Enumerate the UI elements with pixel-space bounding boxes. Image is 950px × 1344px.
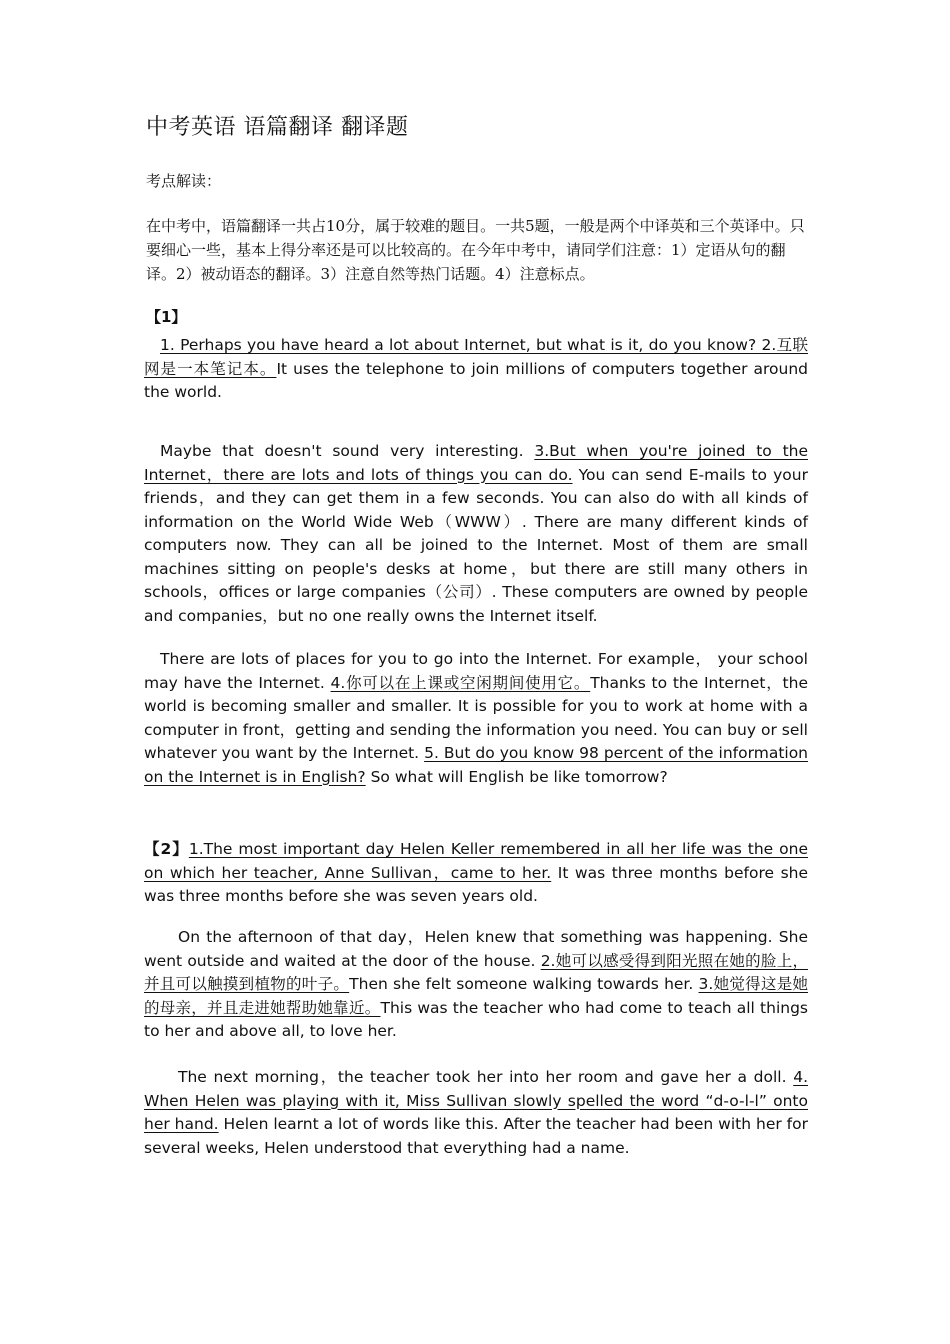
section-2-paragraph-2 — [144, 926, 808, 1044]
paragraph-text: Thanks to the Internet，the world is becoming smaller and smaller. It is possible for you to work at home with a computer in front，getting and sending the information you need. You can buy or sell whatever you want by the Internet. — [144, 673, 808, 762]
translation-item-1-2: 1. Perhaps you have heard a lot about Internet, but what is it, do you know? 2.互联网是一本笔记本。 — [144, 336, 808, 378]
paragraph-text: Maybe that doesn't sound very interesting. — [160, 442, 535, 460]
intro-paragraph: 在中考中，语篇翻译一共占10分，属于较难的题目。一共5题，一般是两个中译英和三个英译中。只要细心一些，基本上得分率还是可以比较高的。在今年中考中，请同学们注意：1）定语从句的翻译。2）被动语态的翻译。3）注意自然等热门话题。4）注意标点。 — [146, 217, 805, 283]
paragraph-text: So what will English be like tomorrow? — [365, 767, 668, 786]
paragraph-text: Helen learnt a lot of words like this. After the teacher had been with her for several weeks, Helen understood that everything had a name. — [144, 1115, 808, 1157]
paragraph-text: Then she felt someone walking towards her. — [349, 975, 699, 993]
translation-item-3: 3.But when you're joined to the Internet，there are lots and lots of things you can do. — [144, 442, 809, 484]
section-2-paragraph-1 — [144, 838, 808, 909]
section-subheading: 考点解读： — [146, 172, 222, 190]
section-1-paragraph-3 — [144, 648, 808, 789]
paragraph-text: It was three months before she was three months before she was seven years old. — [144, 863, 808, 905]
page-title: 中考英语 语篇翻译 翻译题 — [146, 115, 409, 140]
translation-item-3: 3.她觉得这是她的母亲，并且走进她帮助她靠近。 — [144, 975, 809, 1017]
translation-item-4: 4.你可以在上课或空闲期间使用它。 — [330, 673, 591, 692]
section-1-label: 【1】 — [146, 308, 187, 326]
paragraph-text: You can send E-mails to your friends，and they can get them in a few seconds. You can also do with all kinds of information on the World Wide Web（WWW）. There are many different kinds of computers now. They can all be joined to the Internet. Most of them are small machines sitting on people's desks at home，but there are still many others in schools，offices or large companies（公司）. These computers are owned by people and companies，but no one really owns the Internet itself. — [144, 465, 808, 625]
paragraph-text: There are lots of places for you to go into the Internet. For example， your school may have the Internet. — [144, 650, 808, 692]
translation-item-4: 4. When Helen was playing with it, Miss Sullivan slowly spelled the word “d-o-l-l” onto her hand. — [144, 1068, 808, 1133]
paragraph-text: The next morning，the teacher took her into her room and gave her a doll. — [178, 1068, 794, 1086]
translation-item-2: 2.她可以感受得到阳光照在她的脸上，并且可以触摸到植物的叶子。 — [144, 951, 808, 993]
translation-item-5: 5. But do you know 98 percent of the information on the Internet is in English? — [144, 744, 809, 786]
section-1-paragraph-2 — [144, 440, 808, 628]
section-2-label: 【2】 — [144, 840, 189, 858]
paragraph-text: It uses the telephone to join millions of computers together around the world. — [144, 359, 808, 401]
section-1-paragraph-1 — [144, 334, 808, 405]
section-2-paragraph-3 — [144, 1066, 808, 1160]
paragraph-text: On the afternoon of that day，Helen knew that something was happening. She went outside and waited at the door of the house. — [144, 928, 808, 970]
translation-item-1: 1.The most important day Helen Keller remembered in all her life was the one on which her teacher, Anne Sullivan，came to her. — [144, 840, 808, 882]
paragraph-text: This was the teacher who had come to teach all things to her and above all, to love her. — [144, 998, 808, 1040]
